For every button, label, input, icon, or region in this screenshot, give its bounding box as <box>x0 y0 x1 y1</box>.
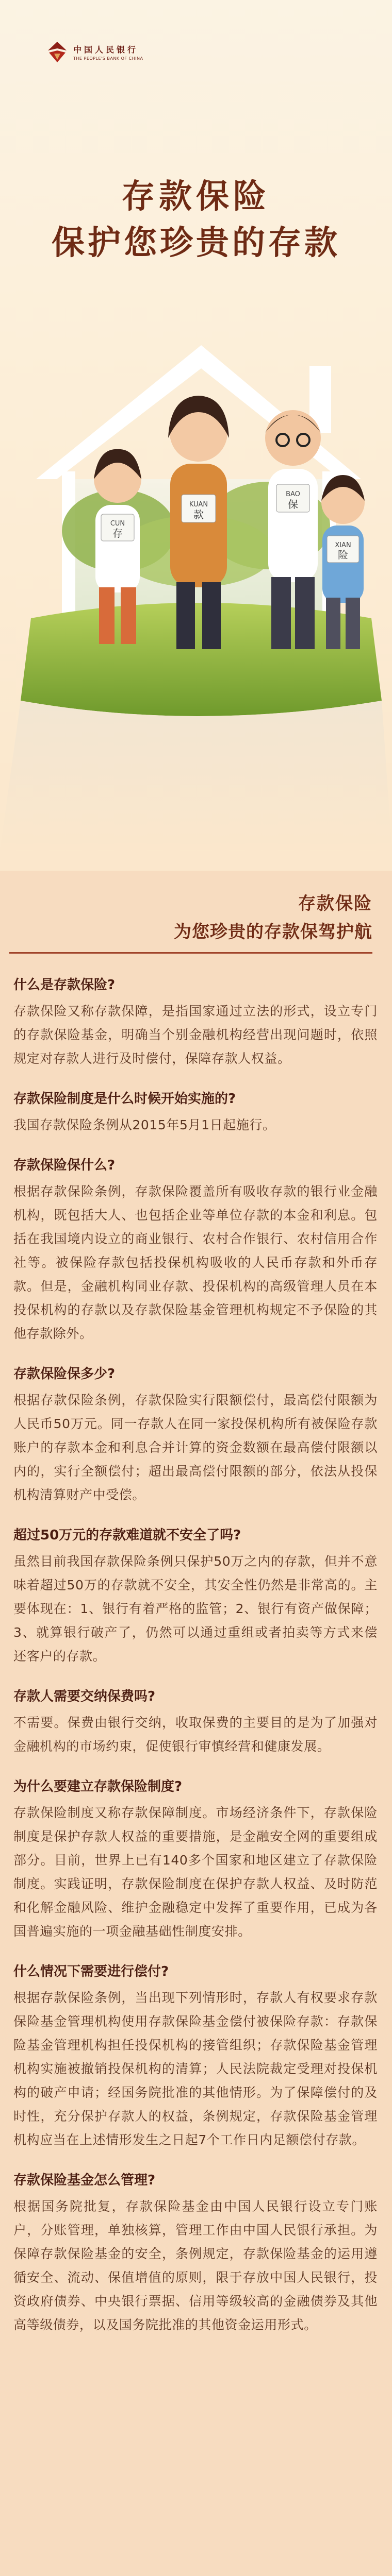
faq-question: 存款保险保什么? <box>13 1158 116 1173</box>
pboc-emblem-icon <box>45 40 69 64</box>
faq-answer: 不需要。保费由银行交纳，收取保费的主要目的是为了加强对金融机构的市场约束，促使银行审慎经营和健康发展。 <box>13 1715 378 1754</box>
faq-list <box>9 974 383 2337</box>
heading-divider <box>9 952 372 954</box>
svg-text:BAO: BAO <box>286 490 300 498</box>
svg-text:款: 款 <box>193 509 204 521</box>
logo-text-cn: 中国人民银行 <box>73 45 139 55</box>
faq-answer: 根据存款保险条例，当出现下列情形时，存款人有权要求存款保险基金管理机构使用存款保险基金偿付被保险存款：存款保险基金管理机构担任投保机构的接管组织；存款保险基金管理机构实施被撤销投保机构的清算；人民法院裁定受理对投保机构的破产申请；经国务院批准的其他情形。为了保障偿付的及时性，充分保护存款人的权益，条例规定，存款保险基金管理机构应当在上述情形发生之日起7个工作日内足额偿付存款。 <box>13 1990 378 2147</box>
logo-text-en: THE PEOPLE'S BANK OF CHINA <box>73 56 143 61</box>
faq-panel <box>0 871 392 2576</box>
pboc-logo <box>45 40 143 64</box>
sign-bao <box>276 484 309 512</box>
faq-question: 超过50万元的存款难道就不安全了吗? <box>13 1528 241 1543</box>
faq-item <box>9 1088 383 1137</box>
faq-question: 什么是存款保险? <box>13 977 116 993</box>
svg-text:KUAN: KUAN <box>189 501 208 509</box>
faq-answer: 我国存款保险条例从2015年5月1日起施行。 <box>13 1117 276 1132</box>
panel-heading-title: 存款保险 <box>298 893 372 914</box>
faq-question: 存款保险制度是什么时候开始实施的? <box>13 1091 236 1107</box>
faq-question: 存款保险保多少? <box>13 1366 116 1382</box>
faq-item <box>9 1524 383 1668</box>
faq-question: 存款保险基金怎么管理? <box>13 2173 156 2188</box>
faq-answer: 根据存款保险条例，存款保险覆盖所有吸收存款的银行业金融机构，既包括大人、也包括企业等单位存款的本金和利息。包括在我国境内设立的商业银行、农村合作银行、农村信用合作社等。被保险存款包括投保机构吸收的人民币存款和外币存款。但是，金融机构同业存款、投保机构的高级管理人员在本投保机构的存款以及存款保险基金管理机构规定不予保险的其他存款除外。 <box>13 1184 378 1341</box>
faq-item <box>9 1363 383 1507</box>
panel-heading-subtitle: 为您珍贵的存款保驾护航 <box>174 922 372 942</box>
faq-question: 为什么要建立存款保险制度? <box>13 1779 183 1794</box>
faq-question: 存款人需要交纳保费吗? <box>13 1689 156 1704</box>
svg-text:险: 险 <box>338 549 348 561</box>
hero-title-line1: 存款保险 <box>122 178 270 216</box>
faq-item <box>9 1961 383 2152</box>
svg-text:保: 保 <box>288 498 298 511</box>
faq-item <box>9 1155 383 1346</box>
family-house-illustration <box>0 309 392 850</box>
svg-text:存: 存 <box>112 527 123 539</box>
faq-question: 什么情况下需要进行偿付? <box>13 1964 169 1979</box>
sign-cun <box>101 514 134 541</box>
sign-xian <box>327 536 359 563</box>
svg-text:XIAN: XIAN <box>335 541 351 549</box>
sign-kuan <box>182 495 216 522</box>
svg-text:CUN: CUN <box>110 520 125 528</box>
faq-answer: 根据国务院批复，存款保险基金由中国人民银行设立专门账户，分账管理，单独核算，管理工作由中国人民银行承担。为保障存款保险基金的安全，条例规定，存款保险基金的运用遵循安全、流动、保值增值的原则，限于存放中国人民银行，投资政府债券、中央银行票据、信用等级较高的金融债券及其他高等级债券，以及国务院批准的其他资金运用形式。 <box>13 2199 378 2332</box>
faq-answer: 虽然目前我国存款保险条例只保护50万之内的存款，但并不意味着超过50万的存款就不安全，其安全性仍然是非常高的。主要体现在：1、银行有着严格的监管；2、银行有资产做保障；3、就算银行破产了，仍然可以通过重组或者拍卖等方式来偿还客户的存款。 <box>13 1554 378 1664</box>
faq-answer: 存款保险制度又称存款保障制度。市场经济条件下，存款保险制度是保护存款人权益的重要措施，是金融安全网的重要组成部分。目前，世界上已有140多个国家和地区建立了存款保险制度。实践证明，存款保险制度在保护存款人权益、及时防范和化解金融风险、维护金融稳定中发挥了重要作用，已成为各国普遍实施的一项金融基础性制度安排。 <box>13 1805 378 1939</box>
faq-answer: 存款保险又称存款保障，是指国家通过立法的形式，设立专门的存款保险基金，明确当个别金融机构经营出现问题时，依照规定对存款人进行及时偿付，保障存款人权益。 <box>13 1004 378 1066</box>
panel-heading <box>9 889 383 954</box>
faq-answer: 根据存款保险条例，存款保险实行限额偿付，最高偿付限额为人民币50万元。同一存款人在同一家投保机构所有被保险存款账户的存款本金和利息合并计算的资金数额在最高偿付限额以内的，实行全额偿付；超出最高偿付限额的部分，依法从投保机构清算财产中受偿。 <box>13 1393 378 1502</box>
faq-item <box>9 2170 383 2337</box>
faq-item <box>9 1776 383 1943</box>
hero-poster <box>0 0 392 871</box>
hero-title-line2: 保护您珍贵的存款 <box>52 224 340 262</box>
faq-item <box>9 1686 383 1758</box>
faq-item <box>9 974 383 1071</box>
